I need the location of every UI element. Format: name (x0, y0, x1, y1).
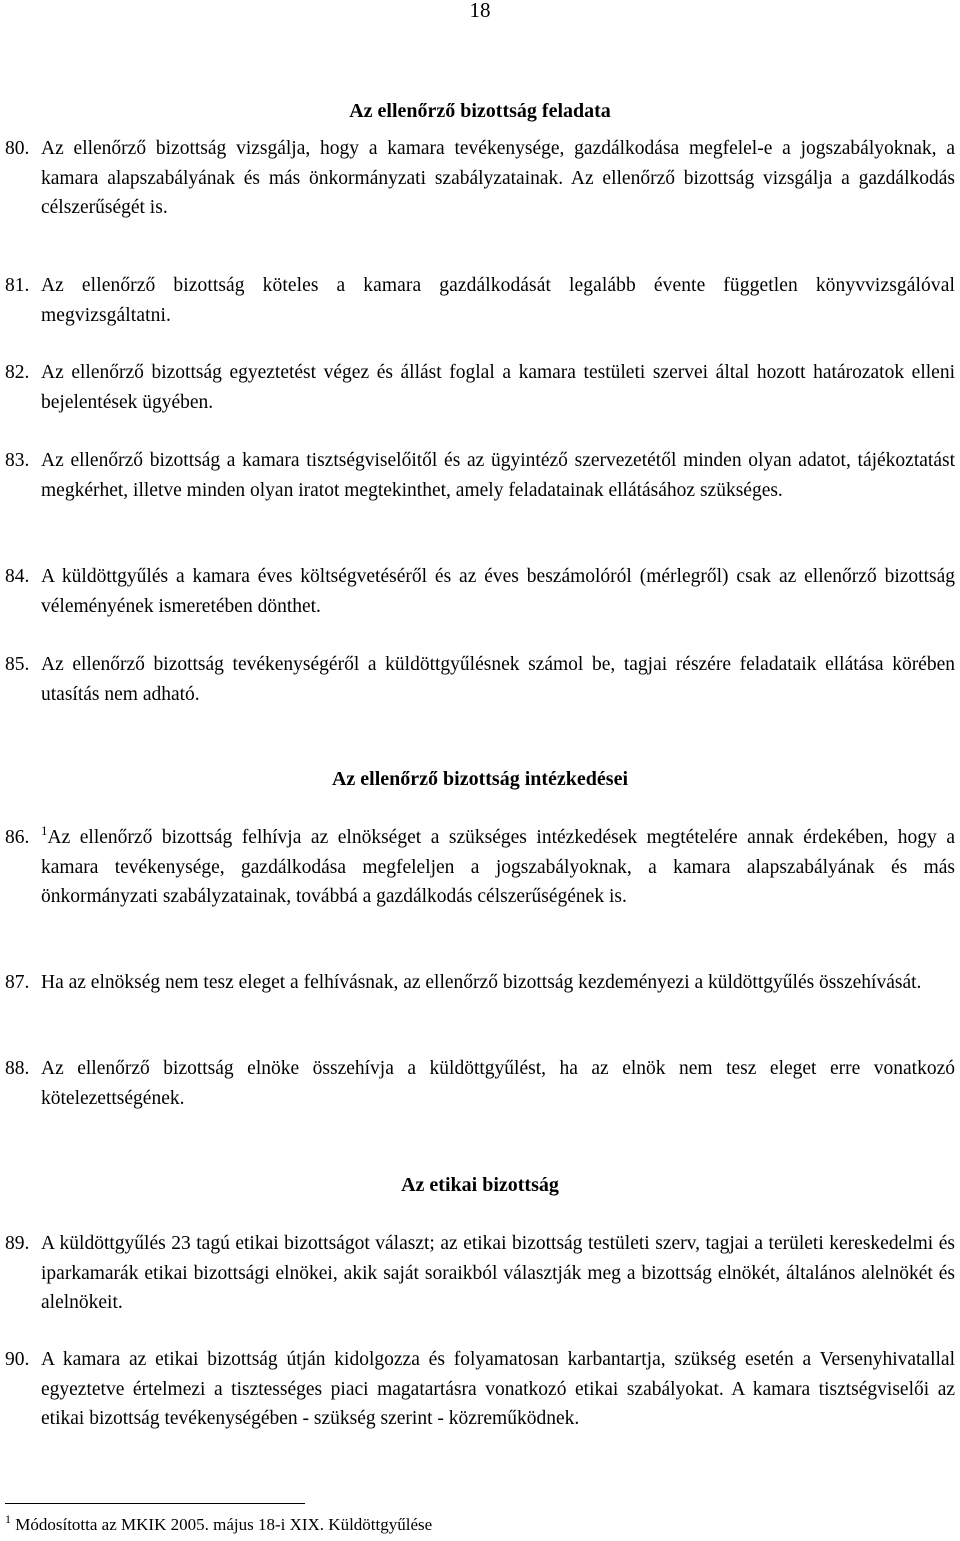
paragraph-text: A küldöttgyűlés a kamara éves költségvetéséről és az éves beszámolóról (mérlegről) csak az ellenőrző bizottság véleményének ismeretében dönthet. (41, 566, 955, 617)
paragraph-83 (5, 446, 955, 505)
paragraph-87 (5, 968, 955, 998)
section-heading: Az etikai bizottság (401, 1174, 559, 1196)
footnote-text: Módosította az MKIK 2005. május 18-i XIX. Küldöttgyűlése (15, 1515, 433, 1534)
section-heading: Az ellenőrző bizottság feladata (349, 100, 611, 122)
paragraph-85 (5, 650, 955, 709)
paragraph-86 (5, 823, 955, 912)
paragraph-text: Az ellenőrző bizottság egyeztetést végez és állást foglal a kamara testületi szervei által hozott határozatok elleni bejelentések ügyében. (41, 362, 955, 413)
paragraph-text-with-footnote (41, 823, 955, 912)
paragraph-89 (5, 1229, 955, 1318)
paragraph-text: Ha az elnökség nem tesz eleget a felhívásnak, az ellenőrző bizottság kezdeményezi a küldöttgyűlés összehívását. (41, 972, 922, 993)
footnote (5, 1512, 432, 1538)
paragraph-text: Az ellenőrző bizottság tevékenységéről a küldöttgyűlésnek számol be, tagjai részére feladataik ellátása körében utasítás nem adható. (41, 654, 955, 705)
paragraph-number: 82. (5, 362, 30, 383)
paragraph-90 (5, 1345, 955, 1434)
paragraph-88 (5, 1054, 955, 1113)
paragraph-number: 85. (5, 654, 30, 675)
footnote-marker: 1 (5, 1512, 11, 1526)
paragraph-82 (5, 358, 955, 417)
paragraph-text: Az ellenőrző bizottság a kamara tisztségviselőitől és az ügyintéző szervezetétől minden olyan adatot, tájékoztatást megkérhet, illetve minden olyan iratot megtekinthet, amely feladatainak ellátásához szükséges. (41, 450, 955, 501)
paragraph-text: Az ellenőrző bizottság felhívja az elnökséget a szükséges intézkedések megtételére annak érdekében, hogy a kamara tevékenysége, gazdálkodása megfeleljen a jogszabályoknak, a kamara alapszabályának és más önkormányzati szabályzatainak, továbbá a gazdálkodás célszerűségének is. (41, 827, 955, 907)
page-number: 18 (469, 0, 491, 22)
paragraph-number: 80. (5, 138, 30, 159)
section-heading: Az ellenőrző bizottság intézkedései (331, 768, 629, 790)
paragraph-text: A kamara az etikai bizottság útján kidolgozza és folyamatosan karbantartja, szükség esetén a Versenyhivatallal egyeztetve értelmezi a tisztességes piaci magatartásra vonatkozó etikai szabályokat. A kamara tisztségviselői az etikai bizottság tevékenységében - szükség szerint - közreműködnek. (41, 1349, 955, 1429)
paragraph-text: Az ellenőrző bizottság elnöke összehívja a küldöttgyűlést, ha az elnök nem tesz eleget erre vonatkozó kötelezettségének. (41, 1058, 955, 1109)
paragraph-number: 86. (5, 827, 30, 848)
paragraph-number: 88. (5, 1058, 30, 1079)
paragraph-number: 84. (5, 566, 30, 587)
paragraph-number: 87. (5, 972, 30, 993)
paragraph-text: Az ellenőrző bizottság köteles a kamara gazdálkodását legalább évente független könyvvizsgálóval megvizsgáltatni. (41, 275, 955, 326)
paragraph-text: A küldöttgyűlés 23 tagú etikai bizottságot választ; az etikai bizottság testületi szerv, tagjai a területi kereskedelmi és iparkamarák etikai bizottsági elnökei, akik saját soraikból választják meg a bizottság elnökét, általános alelnökét és alelnökeit. (41, 1233, 955, 1313)
footnote-separator (5, 1503, 305, 1504)
paragraph-number: 89. (5, 1233, 30, 1254)
paragraph-number: 83. (5, 450, 30, 471)
paragraph-80 (5, 134, 955, 223)
paragraph-81 (5, 271, 955, 330)
paragraph-number: 90. (5, 1349, 30, 1370)
paragraph-text: Az ellenőrző bizottság vizsgálja, hogy a kamara tevékenysége, gazdálkodása megfelel-e a jogszabályoknak, a kamara alapszabályának és más önkormányzati szabályzatainak. Az ellenőrző bizottság vizsgálja a gazdálkodás célszerűségét is. (41, 138, 955, 218)
paragraph-number: 81. (5, 275, 30, 296)
footnote-ref: 1 (41, 823, 48, 838)
paragraph-84 (5, 562, 955, 621)
